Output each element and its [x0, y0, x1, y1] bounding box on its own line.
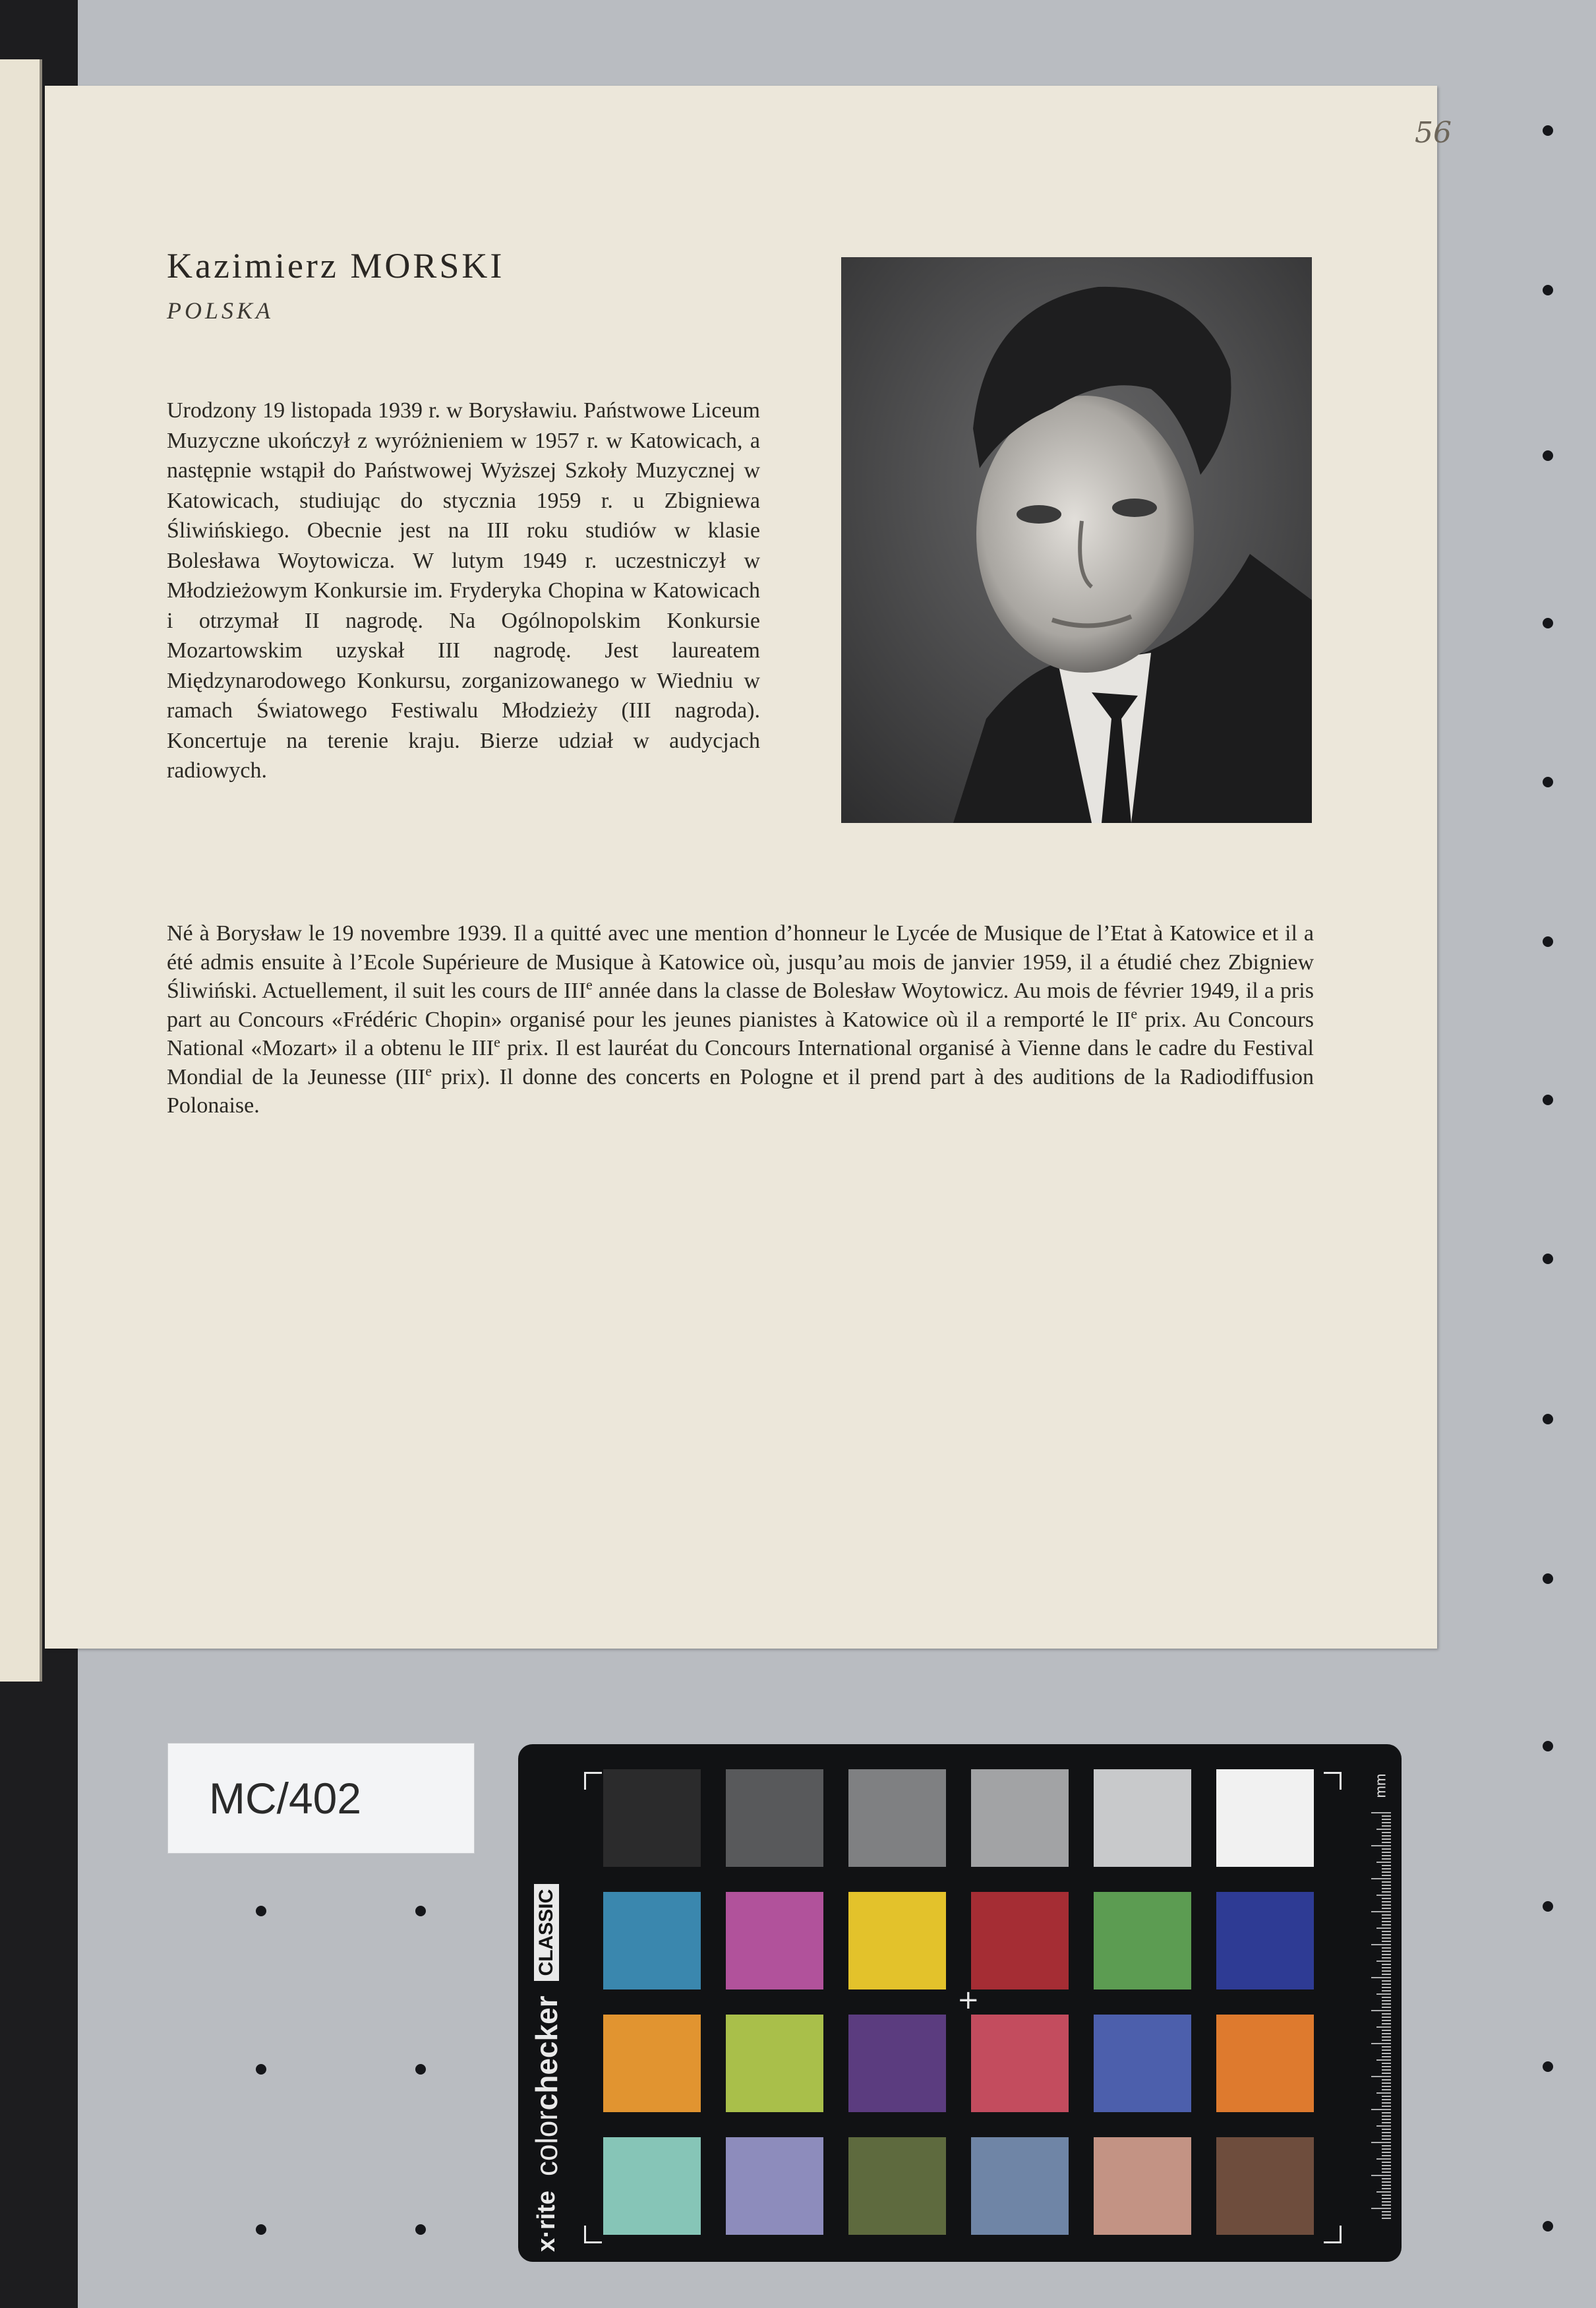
- color-patch: [848, 1769, 946, 1867]
- ordinal-suffix: e: [425, 1062, 432, 1079]
- binder-hole: [1543, 1095, 1553, 1105]
- color-patch: [603, 1769, 701, 1867]
- binder-hole: [1543, 2061, 1553, 2072]
- brand-color: color: [529, 2110, 564, 2177]
- unit-label: mm: [1372, 1773, 1389, 1798]
- binder-hole: [1543, 285, 1553, 295]
- color-patch: [1216, 2015, 1314, 2112]
- xrite-logo: x·rite: [532, 2191, 560, 2252]
- ordinal-suffix: e: [494, 1033, 500, 1050]
- color-patch: [603, 2015, 701, 2112]
- bio-french-text-1: Né à Borysław le 19 novembre 1939. Il a quitté avec une mention d’honneur le Lycée de Musique de l’Etat à Katowice et il a été admis ensuite à l’Ecole Supérieure de Musique à Katowice où, jusqu’au mois de janvier 1959, il a étudié chez Zbigniew Śliwiński. Actuellement, il suit les cours de III: [167, 921, 1314, 1003]
- ordinal-suffix: e: [585, 976, 593, 993]
- color-patch: [1094, 1892, 1191, 1989]
- color-patch: [726, 2137, 823, 2235]
- corner-mark: [584, 1772, 602, 1790]
- binder-hole: [1543, 1741, 1553, 1751]
- biography-french: [167, 919, 1314, 1120]
- color-patch: [1094, 2015, 1191, 2112]
- binder-hole: [256, 1906, 266, 1916]
- color-patch: [971, 1892, 1069, 1989]
- portrait-photo: [841, 257, 1312, 823]
- binder-hole: [256, 2224, 266, 2235]
- color-patch: [848, 2137, 946, 2235]
- binder-hole: [1543, 2221, 1553, 2232]
- binder-hole: [1543, 1901, 1553, 1912]
- binder-hole: [1543, 125, 1553, 136]
- color-patch: [971, 1769, 1069, 1867]
- center-crosshair: +: [957, 1985, 980, 2015]
- color-patch: [726, 1892, 823, 1989]
- biography-polish: Urodzony 19 listopada 1939 r. w Borysławiu. Państwowe Liceum Muzyczne ukończył z wyróżnieniem w 1957 r. w Katowicach, a następnie wstąpił do Państwowej Wyższej Szkoły Muzycznej w Katowicach, studiując do stycznia 1959 r. u Zbigniewa Śliwińskiego. Obecnie jest na III roku studiów w klasie Bolesława Woytowicza. W lutym 1949 r. uczestniczył w Młodzieżowym Konkursie im. Fryderyka Chopina w Katowicach i otrzymał II nagrodę. Na Ogólnopolskim Konkursie Mozartowskim uzyskał III nagrodę. Jest laureatem Międzynarodowego Konkursu, zorganizowanego w Wiedniu w ramach Światowego Festiwalu Młodzieży (III nagroda). Koncertuje na terenie kraju. Bierze udział w audycjach radiowych.: [167, 398, 760, 783]
- binder-hole: [1543, 936, 1553, 947]
- color-patch: [726, 2015, 823, 2112]
- previous-page-edge: [0, 59, 42, 1682]
- color-checker-card: [518, 1744, 1402, 2262]
- binder-hole: [415, 2064, 426, 2075]
- binder-hole: [415, 1906, 426, 1916]
- color-patch: [1094, 1769, 1191, 1867]
- color-patch: [1094, 2137, 1191, 2235]
- binder-hole: [1543, 1414, 1553, 1424]
- ordinal-suffix: e: [1131, 1005, 1138, 1022]
- binder-hole: [1543, 1573, 1553, 1584]
- corner-mark: [1324, 1772, 1342, 1790]
- archive-label: MC/402: [167, 1743, 475, 1854]
- color-patch: [848, 1892, 946, 1989]
- bio-french-text-4: prix. Il est lauréat du Concours International organisé à Vienne dans le cadre du Festival Mondial de la Jeunesse (III: [167, 1036, 1314, 1089]
- corner-mark: [1324, 2226, 1342, 2243]
- binder-hole: [1543, 1254, 1553, 1264]
- bio-french-text-3: prix. Au Concours National «Mozart» il a obtenu le III: [167, 1007, 1314, 1060]
- brand-checker: checker: [529, 1995, 564, 2111]
- color-patch: [1216, 2137, 1314, 2235]
- mm-ruler: [1367, 1810, 1392, 2219]
- binder-hole: [415, 2224, 426, 2235]
- binder-hole: [256, 2064, 266, 2075]
- color-patch: [603, 1892, 701, 1989]
- corner-mark: [584, 2226, 602, 2243]
- color-patch: [1216, 1769, 1314, 1867]
- page-number: 56: [1415, 116, 1452, 150]
- binder-hole: [1543, 777, 1553, 787]
- color-patch: [726, 1769, 823, 1867]
- bio-french-text-2: année dans la classe de Bolesław Woytowicz. Au mois de février 1949, il a pris part au Concours «Frédéric Chopin» organisé pour les jeunes pianistes à Katowice où il a remporté le II: [167, 979, 1314, 1032]
- color-patch: [848, 2015, 946, 2112]
- bio-french-text-5: prix). Il donne des concerts en Pologne et il prend part à des auditions de la Radiodiffusion Polonaise.: [167, 1064, 1314, 1118]
- binder-hole: [1543, 450, 1553, 461]
- artist-country: POLSKA: [167, 297, 274, 324]
- binder-hole: [1543, 618, 1553, 628]
- edition-badge: CLASSIC: [534, 1884, 559, 1982]
- color-checker-branding: [523, 1830, 570, 2252]
- portrait-image: [841, 257, 1312, 823]
- color-patch: [603, 2137, 701, 2235]
- artist-name: Kazimierz MORSKI: [167, 246, 505, 286]
- color-patch: [971, 2137, 1069, 2235]
- color-patch: [971, 2015, 1069, 2112]
- color-patch: [1216, 1892, 1314, 1989]
